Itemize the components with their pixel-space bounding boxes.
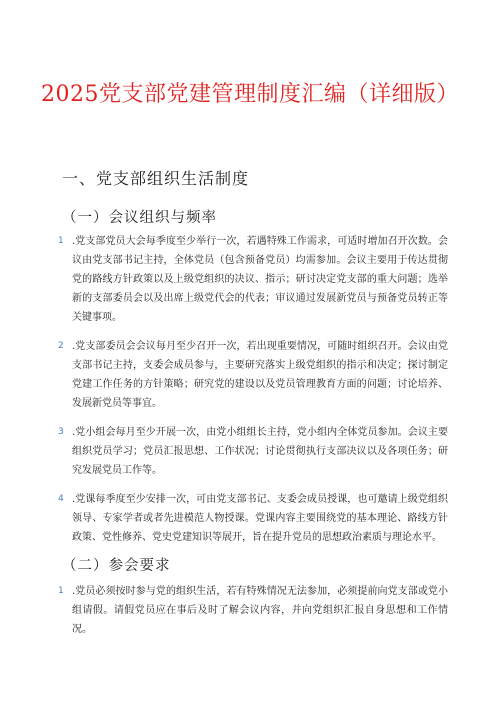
list-item — [58, 423, 448, 480]
document-title: 2025党支部党建管理制度汇编（详细版） — [41, 82, 459, 107]
subsection-2-list — [58, 582, 448, 649]
subsection-1-list — [58, 232, 448, 557]
item-text: .党课每季度至少安排一次，可由党支部书记、支委会成员授课，也可邀请上级党组织领导、专家学者或者先进模范人物授课。党课内容主要围绕党的基本理论、路线方针政策、党性修养、党史党建知识等展开，旨在提升党员的思想政治素质与理论水平。 — [72, 494, 448, 543]
section-heading-1: 一、党支部组织生活制度 — [62, 169, 250, 188]
subsection-heading-1: （一）会议组织与频率 — [62, 210, 217, 226]
item-number: 3 — [58, 427, 64, 437]
list-item — [58, 490, 448, 547]
item-text: .党小组会每月至少开展一次，由党小组组长主持，党小组内全体党员参加。会议主要组织党员学习；党员汇报思想、工作状况；讨论贯彻执行支部决议以及各项任务；研究发展党员工作等。 — [72, 427, 448, 476]
subsection-heading-2: （二）参会要求 — [62, 558, 171, 574]
item-text: .党支部委员会会议每月至少召开一次，若出现重要情况，可随时组织召开。会议由党支部书记主持，支委会成员参与，主要研究落实上级党组织的指示和决定；探讨制定党建工作任务的方针策略；研究党的建设以及党员管理教育方面的问题；讨论培养、发展新党员等事宜。 — [72, 341, 448, 409]
item-text: .党支部党员大会每季度至少举行一次，若遇特殊工作需求，可适时增加召开次数。会议由党支部书记主持，全体党员（包含预备党员）均需参加。会议主要用于传达贯彻党的路线方针政策以及上级党组织的决议、指示；研讨决定党支部的重大问题；选举新的支部委员会以及出席上级党代会的代表；审议通过发展新党员与预备党员转正等关键事项。 — [72, 236, 448, 323]
item-text: .党员必须按时参与党的组织生活，若有特殊情况无法参加，必须提前向党支部或党小组请假。请假党员应在事后及时了解会议内容，并向党组织汇报自身思想和工作情况。 — [72, 586, 448, 635]
item-number: 1 — [58, 236, 64, 246]
list-item — [58, 582, 448, 639]
item-number: 4 — [58, 494, 64, 504]
item-number: 2 — [58, 341, 64, 351]
item-number: 1 — [58, 586, 64, 596]
list-item — [58, 337, 448, 413]
list-item — [58, 232, 448, 327]
